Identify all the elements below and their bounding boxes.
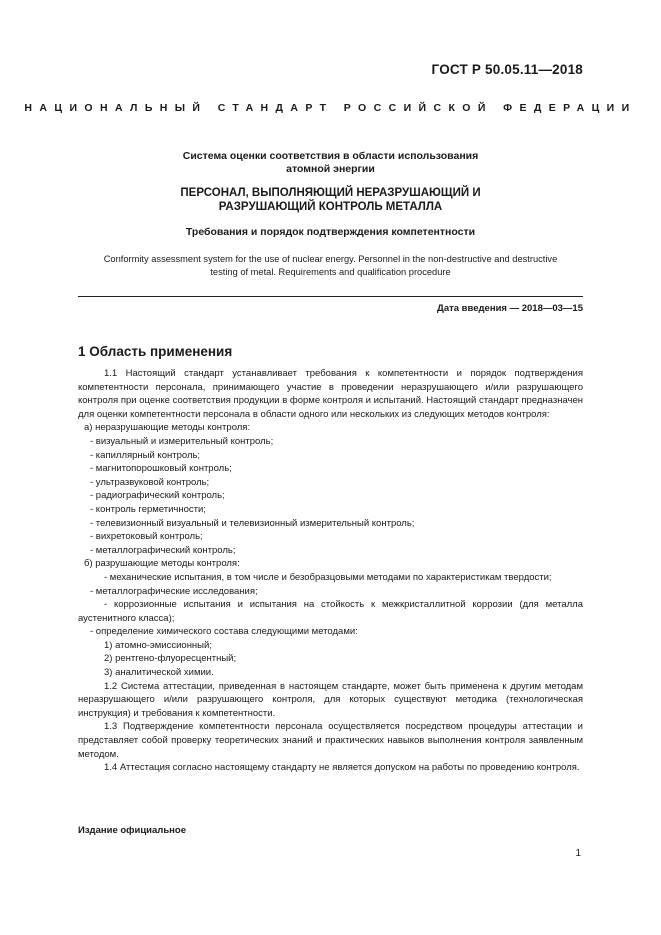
official-edition-label: Издание официальное (78, 825, 186, 836)
list-item: - металлографический контроль; (90, 544, 236, 556)
list-item: - визуальный и измерительный контроль; (90, 435, 274, 447)
national-standard-heading: НАЦИОНАЛЬНЫЙ СТАНДАРТ РОССИЙСКОЙ ФЕДЕРАЦИИ (24, 102, 637, 114)
system-title-line2: атомной энергии (286, 163, 375, 175)
chem-list-item: 1) атомно-эмиссионный; (104, 639, 212, 651)
english-title (50, 253, 611, 278)
system-title (60, 150, 601, 176)
list-item: - ультразвуковой контроль; (90, 476, 210, 488)
title-divider (78, 296, 583, 297)
section-title: 1 Область применения (78, 344, 233, 359)
paragraph-1-3: 1.3 Подтверждение компетентности персонала осуществляется посредством процедуры аттестации и представляет собой проверку теоретических знаний и практических навыков выполнения контроля заявленным методом. (78, 721, 583, 760)
main-title (60, 186, 601, 214)
list-item: - определение химического состава следующими методами: (90, 626, 358, 638)
main-title-line1: ПЕРСОНАЛ, ВЫПОЛНЯЮЩИЙ НЕРАЗРУШАЮЩИЙ И (180, 187, 481, 199)
list-item: - вихретоковый контроль; (90, 531, 203, 543)
list-item: - радиографический контроль; (90, 490, 225, 502)
chem-list-item: 2) рентгено-флуоресцентный; (104, 653, 237, 665)
section-body (78, 367, 583, 775)
list-item: - капиллярный контроль; (90, 449, 201, 461)
paragraph-1-1: 1.1 Настоящий стандарт устанавливает требования к компетентности и порядок подтверждения компетентности персонала, принимающего участие в проведении неразрушающего и/или разрушающего контроля при оценке соответствия продукции в форме контроля и испытаний. Настоящий стандарт предназначен для оценки компетентности персонала в области одного или нескольких из следующих методов контроля: (78, 368, 583, 420)
chem-list-item: 3) аналитической химии. (104, 667, 214, 679)
list-item: - магнитопорошковый контроль; (90, 463, 232, 475)
list-item: - коррозионные испытания и испытания на стойкость к межкристаллитной коррозии (для металла аустенитного класса); (78, 599, 583, 624)
page-number: 1 (575, 848, 581, 859)
introduction-date: Дата введения — 2018—03—15 (437, 303, 583, 314)
list-item: - металлографические исследования; (90, 585, 258, 597)
system-title-line1: Система оценки соответствия в области использования (182, 150, 479, 162)
english-title-line1: Conformity assessment system for the use of nuclear energy. Personnel in the non-destructive and destructive (103, 254, 558, 264)
list-item: - телевизионный визуальный и телевизионный измерительный контроль; (90, 517, 415, 529)
list-item: - механические испытания, в том числе и безобразцовыми методами по характеристикам твердости; (104, 571, 552, 583)
list-b-title: б) разрушающие методы контроля: (84, 558, 240, 570)
english-title-line2: testing of metal. Requirements and qualification procedure (210, 266, 451, 277)
standard-number: ГОСТ Р 50.05.11—2018 (431, 62, 583, 77)
list-item: - контроль герметичности; (90, 503, 206, 515)
paragraph-1-4: 1.4 Аттестация согласно настоящему стандарту не является допуском на работы по проведению контроля. (104, 762, 580, 774)
list-a-title: а) неразрушающие методы контроля: (84, 422, 251, 434)
main-title-line2: РАЗРУШАЮЩИЙ КОНТРОЛЬ МЕТАЛЛА (218, 201, 443, 213)
paragraph-1-2: 1.2 Система аттестации, приведенная в настоящем стандарте, может быть применена к другим методам неразрушающего и/или разрушающего контроля, для которых существуют методика (технологическая инструкция) и требования к компетентности. (78, 680, 583, 719)
requirements-title: Требования и порядок подтверждения компетентности (185, 226, 476, 238)
